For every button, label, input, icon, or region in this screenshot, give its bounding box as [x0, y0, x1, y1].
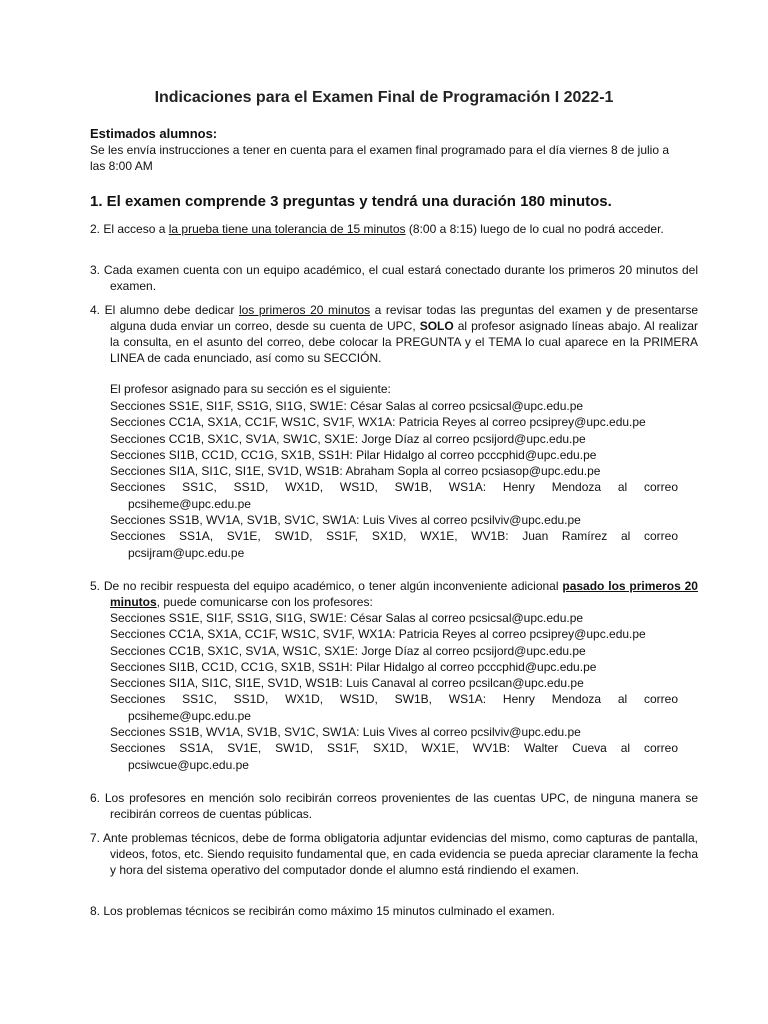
list-item: Secciones SI1A, SI1C, SI1E, SV1D, WS1B: Abraham Sopla al correo pcsiasop@upc.edu.pe — [110, 464, 601, 479]
item-4-underlined: los primeros 20 minutos — [238, 303, 371, 317]
list-item-continuation: pcsiheme@upc.edu.pe — [128, 708, 251, 723]
list-item: Secciones SS1A, SV1E, SW1D, SS1F, SX1D, WX1E, WV1B: Juan Ramírez al correo — [110, 529, 678, 544]
item-6: 6. Los profesores en mención solo recibirán correos provenientes de las cuentas UPC, de ninguna manera se recibirán correos de cuentas públicas. — [90, 791, 698, 821]
assigned-heading: El profesor asignado para su sección es el siguiente: — [110, 382, 391, 396]
item-5-post: , puede comunicarse con los profesores: — [156, 595, 373, 609]
item-5-pre: 5. De no recibir respuesta del equipo académico, o tener algún inconveniente adicional — [90, 579, 563, 593]
item-2-underlined: la prueba tiene una tolerancia de 15 minutos — [168, 222, 406, 236]
list-item: Secciones SS1C, SS1D, WX1D, WS1D, SW1B, WS1A: Henry Mendoza al correo — [110, 480, 678, 495]
assigned-list — [110, 398, 678, 561]
item-3: 3. Cada examen cuenta con un equipo académico, el cual estará conectado durante los primeros 20 minutos del examen. — [90, 263, 698, 293]
list-item: Secciones CC1A, SX1A, CC1F, WS1C, SV1F, WX1A: Patricia Reyes al correo pcsiprey@upc.edu.pe — [110, 415, 646, 430]
list-item: Secciones CC1B, SX1C, SV1A, SW1C, SX1E: Jorge Díaz al correo pcsijord@upc.edu.pe — [110, 431, 586, 446]
item-4 — [90, 302, 698, 366]
item-4-post: al profesor asignado líneas abajo. Al realizar la consulta, en el asunto del correo, debe colocar la PREGUNTA y el TEMA lo cual aparece en la PRIMERA LINEA de cada enunciado, así como su SECCIÓN. — [110, 319, 698, 365]
list-item: Secciones SS1E, SI1F, SS1G, SI1G, SW1E: César Salas al correo pcsicsal@upc.edu.pe — [110, 399, 584, 413]
document-title: Indicaciones para el Examen Final de Programación I 2022-1 — [154, 89, 614, 106]
list-item: Secciones SI1B, CC1D, CC1G, SX1B, SS1H: Pilar Hidalgo al correo pcccphid@upc.edu.pe — [110, 447, 597, 462]
list-item-continuation: pcsiheme@upc.edu.pe — [128, 496, 251, 511]
item-4-mid: a revisar todas las preguntas del examen y de presentarse alguna duda enviar un correo, desde su cuenta de UPC, — [110, 303, 698, 333]
list-item-continuation: pcsijram@upc.edu.pe — [128, 545, 245, 560]
greeting: Estimados alumnos: — [90, 126, 218, 141]
list-item: Secciones SS1C, SS1D, WX1D, WS1D, SW1B, WS1A: Henry Mendoza al correo — [110, 692, 678, 707]
item-2 — [90, 221, 698, 237]
intro-text: Se les envía instrucciones a tener en cuenta para el examen final programado para el día viernes 8 de julio a las 8:00 AM — [90, 143, 670, 173]
list-item: Secciones CC1B, SX1C, SV1A, WS1C, SX1E: Jorge Díaz al correo pcsijord@upc.edu.pe — [110, 643, 586, 658]
item-8: 8. Los problemas técnicos se recibirán como máximo 15 minutos culminado el examen. — [90, 904, 555, 918]
item-4-solo: SOLO — [419, 319, 454, 333]
list-item: Secciones SS1A, SV1E, SW1D, SS1F, SX1D, WX1E, WV1B: Walter Cueva al correo — [110, 741, 678, 756]
item-7: 7. Ante problemas técnicos, debe de forma obligatoria adjuntar evidencias del mismo, como capturas de pantalla, videos, fotos, etc. Siendo requisito fundamental que, en cada evidencia se pueda apreciar claramente la fecha y hora del sistema operativo del computador donde el alumno está rindiendo el examen. — [90, 831, 698, 877]
contacts-list — [110, 610, 678, 773]
item-2-post: (8:00 a 8:15) luego de lo cual no podrá acceder. — [405, 222, 664, 236]
list-item: Secciones CC1A, SX1A, CC1F, WS1C, SV1F, WX1A: Patricia Reyes al correo pcsiprey@upc.edu.pe — [110, 627, 646, 642]
list-item: Secciones SI1A, SI1C, SI1E, SV1D, WS1B: Luis Canaval al correo pcsilcan@upc.edu.pe — [110, 676, 584, 691]
item-1: 1. El examen comprende 3 preguntas y tendrá una duración 180 minutos. — [90, 193, 612, 210]
list-item: Secciones SS1B, WV1A, SV1B, SV1C, SW1A: Luis Vives al correo pcsilviv@upc.edu.pe — [110, 513, 581, 528]
item-4-pre: 4. El alumno debe dedicar — [90, 303, 239, 317]
list-item: Secciones SS1E, SI1F, SS1G, SI1G, SW1E: César Salas al correo pcsicsal@upc.edu.pe — [110, 611, 584, 625]
list-item: Secciones SS1B, WV1A, SV1B, SV1C, SW1A: Luis Vives al correo pcsilviv@upc.edu.pe — [110, 725, 581, 740]
list-item-continuation: pcsiwcue@upc.edu.pe — [128, 757, 249, 772]
item-5 — [90, 578, 698, 610]
list-item: Secciones SI1B, CC1D, CC1G, SX1B, SS1H: Pilar Hidalgo al correo pcccphid@upc.edu.pe — [110, 659, 597, 674]
item-5-underlined: pasado los primeros 20 minutos — [110, 579, 698, 609]
item-2-pre: 2. El acceso a — [90, 222, 169, 236]
